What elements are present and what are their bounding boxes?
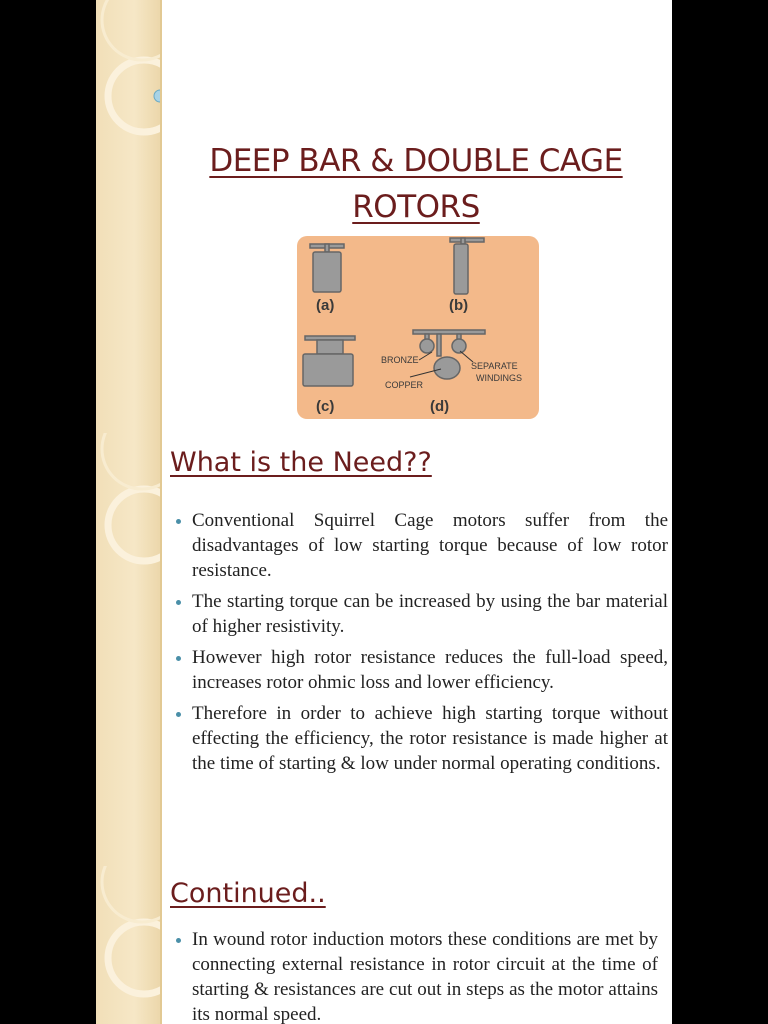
label-a: (a)	[316, 297, 335, 314]
slide-2	[96, 433, 672, 866]
label-b: (b)	[449, 297, 469, 314]
label-separate: SEPARATE	[471, 361, 518, 371]
bullet-dot	[176, 938, 181, 943]
decorative-strip	[96, 0, 162, 433]
bar-shape-b	[450, 238, 484, 294]
label-copper: COPPER	[385, 380, 424, 390]
label-windings: WINDINGS	[476, 373, 522, 383]
label-c: (c)	[316, 398, 335, 415]
bar-shape-d	[413, 330, 485, 379]
bullet-dot	[176, 600, 181, 605]
bullet-list	[174, 927, 658, 1024]
title-line-1: DEEP BAR & DOUBLE CAGE	[209, 143, 623, 179]
bullet-dot	[176, 656, 181, 661]
bullet-list	[174, 508, 668, 782]
list-item: The starting torque can be increased by using the bar material of higher resistivity.	[174, 589, 668, 639]
list-item: Conventional Squirrel Cage motors suffer from the disadvantages of low starting torque because of low rotor resistance.	[174, 508, 668, 583]
slide-heading: Continued..	[170, 878, 326, 909]
label-d: (d)	[430, 398, 450, 415]
bullet-dot	[176, 519, 181, 524]
list-item: Therefore in order to achieve high starting torque without effecting the efficiency, the rotor resistance is made higher at the time of starting & low under normal operating conditions.	[174, 701, 668, 776]
list-item: However high rotor resistance reduces the full-load speed, increases rotor ohmic loss and lower efficiency.	[174, 645, 668, 695]
bullet-dot	[176, 712, 181, 717]
decorative-strip	[96, 433, 162, 866]
label-bronze: BRONZE	[381, 355, 419, 365]
title-line-2: ROTORS	[352, 189, 480, 225]
slide-heading: What is the Need??	[170, 447, 432, 478]
slide-title	[160, 138, 672, 230]
bar-shape-a	[310, 244, 344, 292]
bar-shape-c	[303, 336, 355, 386]
document-viewer[interactable]	[96, 0, 672, 1024]
slide-1	[96, 0, 672, 433]
slide-3	[96, 866, 672, 1024]
decorative-strip	[96, 866, 162, 1024]
rotor-bar-diagram	[297, 236, 539, 419]
list-item: In wound rotor induction motors these conditions are met by connecting external resistance in rotor circuit at the time of starting & resistances are cut out in steps as the motor attains its normal speed.	[174, 927, 658, 1024]
